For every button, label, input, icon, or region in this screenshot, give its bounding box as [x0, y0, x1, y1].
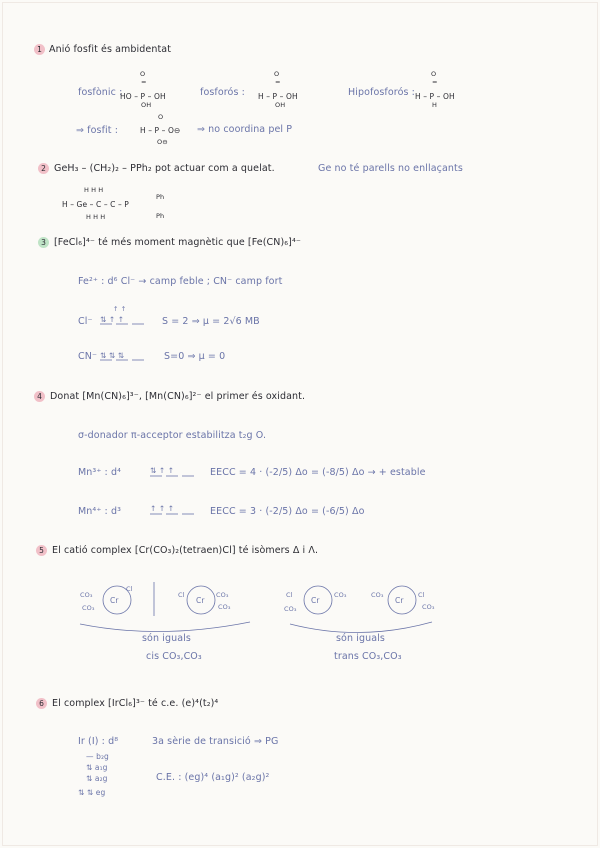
q1-title: Anió fosfit és ambidentat	[49, 44, 172, 55]
q3-cn-result: S=0 ⇒ μ = 0	[164, 351, 226, 362]
q6-ce: C.E. : (eg)⁴ (a₁g)² (a₂g)²	[156, 772, 270, 783]
iso2-cl: Cl	[178, 591, 185, 599]
q2-ph1: Ph	[156, 193, 165, 201]
question-number-1: 1	[34, 44, 45, 55]
iso1-co3-b: CO₃	[82, 604, 95, 612]
iso1-cr: Cr	[110, 596, 119, 605]
q4-mn4-label: Mn⁴⁺ : d³	[78, 506, 122, 517]
s2-dbl: =	[275, 78, 281, 86]
iso1-co3-a: CO₃	[80, 591, 93, 599]
q4-mn3-orb: ⇅ ↑ ↑	[150, 466, 175, 475]
q6-lvl2: ⇅ a₁g	[86, 763, 108, 772]
q4-line1: σ-donador π-acceptor estabilitza t₂g O.	[78, 430, 267, 441]
s2-mid: H – P – OH	[258, 92, 298, 101]
q4-mn4-eeoc: EECC = 3 · (-2/5) Δo = (-6/5) Δo	[210, 506, 365, 517]
iso1-cl: Cl	[126, 585, 133, 593]
pair2-label-a: són iguals	[336, 633, 385, 644]
q5-title: El catió complex [Cr(CO₃)₂(tetraen)Cl] té isòmers Δ i Λ.	[52, 545, 319, 556]
label-fosforos: fosforós :	[200, 87, 245, 98]
iso3-cr: Cr	[311, 596, 320, 605]
s3-low: H	[432, 101, 437, 109]
q3-cl-eg: ↑ ↑	[113, 305, 127, 313]
iso2-cr: Cr	[196, 596, 205, 605]
s3-top: O	[431, 70, 437, 78]
pair1-label-b: cis CO₃,CO₃	[146, 651, 202, 662]
fosfit-note: ⇒ no coordina pel P	[197, 124, 293, 135]
question-number-4: 4	[34, 391, 45, 402]
question-number-2: 2	[38, 163, 49, 174]
pair1-label-a: són iguals	[142, 633, 191, 644]
q2-comment: Ge no té parells no enllaçants	[318, 163, 463, 174]
pair2-label-b: trans CO₃,CO₃	[334, 651, 402, 662]
question-number-3: 3	[38, 237, 49, 248]
q3-cn-t2g: ⇅ ⇅ ⇅	[100, 351, 125, 360]
q2-diagram-main: H – Ge – C – C – P	[62, 200, 129, 209]
q6-line1: Ir (I) : d⁸	[78, 736, 119, 747]
fosfit-label: ⇒ fosfit :	[76, 125, 119, 136]
fosfit-top: O	[158, 113, 164, 121]
q6-lvl4: ⇅ ⇅ eg	[78, 788, 106, 797]
q4-mn3-eeoc: EECC = 4 · (-2/5) Δo = (-8/5) Δo → + estable	[210, 467, 426, 478]
iso4-cr: Cr	[395, 596, 404, 605]
s2-top: O	[274, 70, 280, 78]
s3-dbl: =	[432, 78, 438, 86]
q3-cl-t2g: ⇅ ↑ ↑	[100, 315, 125, 324]
iso4-co3-a: CO₃	[371, 591, 384, 599]
question-number-5: 5	[36, 545, 47, 556]
s2-low: OH	[275, 101, 286, 109]
q6-lvl1: — b₂g	[86, 752, 109, 761]
q2-diagram-top: H H H	[84, 186, 104, 194]
q3-title: [FeCl₆]⁴⁻ té més moment magnètic que [Fe(CN)₆]⁴⁻	[54, 237, 301, 248]
s1-dbl: =	[141, 78, 147, 86]
s3-mid: H – P – OH	[415, 92, 455, 101]
q3-cl-result: S = 2 ⇒ μ = 2√6 MB	[162, 316, 260, 327]
q3-cn-label: CN⁻	[78, 351, 98, 362]
s1-top: O	[140, 70, 146, 78]
q4-mn3-label: Mn³⁺ : d⁴	[78, 467, 122, 478]
fosfit-low: O⊖	[157, 138, 168, 146]
q2-title: GeH₃ – (CH₂)₂ – PPh₂ pot actuar com a quelat.	[54, 163, 275, 174]
fosfit-mid: H – P – O⊖	[140, 126, 181, 135]
q3-line1: Fe²⁺ : d⁶ Cl⁻ → camp feble ; CN⁻ camp fort	[78, 276, 283, 287]
q4-mn4-orb: ↑ ↑ ↑	[150, 504, 175, 513]
bracket-pair1	[80, 622, 250, 632]
iso2-co3-b: CO₃	[218, 603, 231, 611]
iso2-co3-a: CO₃	[216, 591, 229, 599]
q2-diagram-bottom: H H H	[86, 213, 106, 221]
label-fosfonic: fosfònic :	[78, 87, 123, 98]
s1-mid: HO – P – OH	[120, 92, 166, 101]
iso4-co3-b: CO₃	[422, 603, 435, 611]
q3-cl-label: Cl⁻	[78, 316, 93, 327]
q6-lvl3: ⇅ a₂g	[86, 774, 108, 783]
q4-title: Donat [Mn(CN)₆]³⁻, [Mn(CN)₆]²⁻ el primer és oxidant.	[50, 391, 306, 402]
iso3-cl: Cl	[286, 591, 293, 599]
q6-line1b: 3a sèrie de transició ⇒ PG	[152, 736, 279, 747]
iso3-co3-b: CO₃	[334, 591, 347, 599]
bracket-pair2	[290, 622, 432, 633]
iso3-co3-a: CO₃	[284, 605, 297, 613]
label-hipofosforos: Hipofosforós :	[348, 87, 415, 98]
q6-title: El complex [IrCl₆]³⁻ té c.e. (e)⁴(t₂)⁴	[52, 698, 219, 709]
iso4-cl: Cl	[418, 591, 425, 599]
s1-low: OH	[141, 101, 152, 109]
question-number-6: 6	[36, 698, 47, 709]
q2-ph2: Ph	[156, 212, 165, 220]
